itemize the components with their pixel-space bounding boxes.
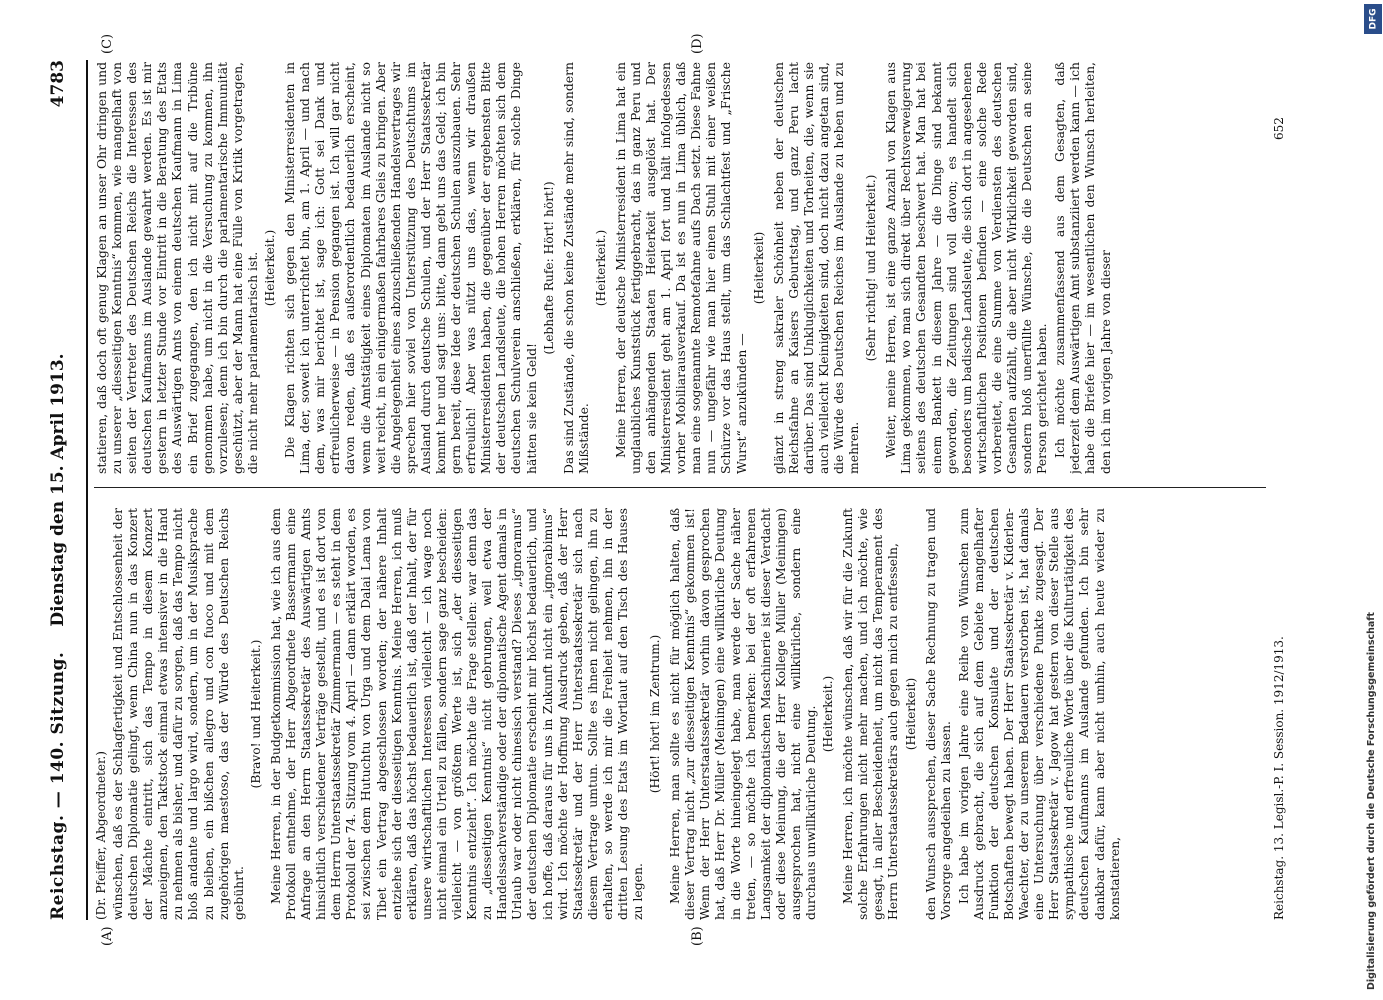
interjection: (Lebhafte Rufe: Hört! hört!) xyxy=(541,181,556,355)
speech-paragraph: Ich habe im vorigen Jahre eine Reihe von Wünschen zum Ausdruck gebracht, die sich auf dem Gebiete mangelhafter Funktion der deutschen Konsulate und der deutschen Botschaften bewegt haben. Der Herr Staatssekretär v. Kiderlen-Waechter, der zu unserem Bedauern verstorben ist, hat damals eine Untersuchung über verschiedene Punkte zugesagt. Der Herr Staatssekretär v. Jagow hat gestern von dieser Stelle aus sympathische und erfreuliche Worte über die Kulturtätigkeit des deutschen Kaufmanns im Auslande gefunden. Ich bin sehr dankbar dafür, kann aber nicht umhin, auch heute wieder zu konstatieren, xyxy=(955,508,1122,920)
speech-paragraph: Meine Herren, man sollte es nicht für möglich halten, daß dieser Vertrag nicht „zur diesseitigen Kenntnis“ gekommen ist! Wenn der Herr Unterstaatssekretär vorhin davon gesprochen hat, daß Herr Dr. Müller (Meiningen) eine willkürliche Deutung in die Worte hineingelegt habe, man werde der Sache näher treten, — so möchte ich bemerken: bei der oft erfahrenen Langsamkeit der diplomatischen Maschinerie ist dieser Verdacht oder diese Meinung, die der Herr Kollege Müller (Meiningen) ausgesprochen hat, nicht eine willkürliche, sondern eine durchaus unwillkürliche Deutung. xyxy=(667,508,819,920)
footer-sheet-number: 652 xyxy=(1272,117,1286,140)
speech-paragraph: Ich möchte zusammenfassend aus dem Gesagten, daß jederzeit dem Auswärtigen Amt substanziiert werden kann — ich habe die Briefe hier — im wesentlichen den Wunsch herleiten, den ich im vorigen Jahre von dieser xyxy=(1052,62,1113,474)
dfg-logo xyxy=(1364,4,1382,34)
speech-paragraph: Weiter, meine Herren, ist eine ganze Anzahl von Klagen aus Lima gekommen, wo man sich direkt über Rechtsverweigerung seitens des deutschen Gesandten beschwert hat. Man hat bei einem Bankett in diesem Jahre — die Dinge sind bekannt geworden, die Zeitungen sind voll davon; es handelt sich besonders um badische Landsleute, die sich dort in angesehenen wirtschaftlichen Positionen befinden — eine solche Rede vorbereitet, die eine Summe von Verdiensten des deutschen Gesandten aufzählt, die aber nicht Wirklichkeit geworden sind, sondern bloß unerfüllte Wünsche, die die Deutschen an seine Person gerichtet haben. xyxy=(883,62,1050,474)
left-column xyxy=(94,508,1266,920)
header-page-number: 4783 xyxy=(48,60,68,108)
speech-paragraph: glänzt in streng sakraler Schönheit neben der deutschen Reichsfahne an Kaisers Geburtstag, und ganz Peru lacht darüber. Das sind Unkluglichkeiten und Torheiten, die, wenn sie auch vielleicht Kleinigkeiten sind, doch nicht dazu angetan sind, die Würde des Deutschen Reiches im Auslande zu heben und zu mehren. xyxy=(770,62,862,474)
speech-paragraph: den Wunsch aussprechen, dieser Sache Rechnung zu tragen und Vorsorge angedeihen zu lassen. xyxy=(922,508,953,920)
speech-paragraph: Das sind Zustände, die schon keine Zustände mehr sind, sondern Mißstände. xyxy=(560,62,591,474)
speech-paragraph: Meine Herren, ich möchte wünschen, daß wir für die Zukunft solche Erfahrungen nicht mehr machen, und ich möchte, wie gesagt, in aller Bescheidenheit, um nicht das Temperament des Herrn Unterstaatssekretärs auch gegen mich zu entfesseln, xyxy=(840,508,901,920)
interjection: (Heiterkeit) xyxy=(751,231,766,305)
digitization-credit: Digitalisierung gefördert durch die Deutsche Forschungsgemeinschaft xyxy=(1366,612,1377,990)
interjection: (Heiterkeit) xyxy=(903,677,918,751)
speech-paragraph: Meine Herren, in der Budgetkommission hat, wie ich aus dem Protokoll entnehme, der Herr Abgeordnete Bassermann eine Anfrage an den Herrn Staatssekretär des Auswärtigen Amts hinsichtlich verschiedener Verträge gestellt, und es ist dort von dem Herrn Unterstaatssekretär Zimmermann — es steht in dem Protokoll der 74. Sitzung vom 4. April — dann erklärt worden, es sei zwischen dem Hutuchtu von Urga und dem Dalai Lama von Tibet ein Vertrag abgeschlossen worden; der nähere Inhalt entziehe sich der diesseitigen Kenntnis. Meine Herren, ich muß erklären, daß das höchst bedauerlich ist, daß der Inhalt, der für unsere wirtschaftlichen Interessen vielleicht — ich wage noch nicht einmal ein Urteil zu fällen, sondern sage ganz bescheiden: vielleicht — von größtem Werte ist, sich „der diesseitigen Kenntnis entzieht“. Ich möchte die Frage stellen: war denn das zu „diesseitigen Kenntnis“ nicht gebrungen, weil etwa der Handelssachverständige oder der diplomatische Agent damals in Urlaub war oder nicht chinesisch verstand? Dieses „ignoramus“ der deutschen Diplomatie erscheint mir höchst bedauerlich, und ich hoffe, daß daraus für uns in Zukunft nicht ein „ignorabimus“ wird. Ich möchte der Hoffnung Ausdruck geben, daß der Herr Staatssekretär und der Herr Unterstaatssekretär sich nach diesem Vertrage umtun. Sollte es ihnen nicht gelingen, ihn zu erhalten, so werde ich mir die Freiheit nehmen, ihn in der dritten Lesung des Etats im Wortlaut auf den Tisch des Hauses zu legen. xyxy=(267,508,646,920)
interjection: (Heiterkeit.) xyxy=(593,229,608,307)
interjection: (Hört! hört! im Zentrum.) xyxy=(648,634,663,794)
interjection: (Heiterkeit.) xyxy=(821,675,836,753)
speech-paragraph: Die Klagen richten sich gegen den Ministerresidenten in Lima, der, soweit ich unterrichtet bin, am 1. April — und nach dem, was mir berichtet ist, sage ich: Gott sei Dank und erfreulicherweise — in Pension gegangen ist. Ich will gar nicht davon reden, daß es außerordentlich bedauerlich erscheint, wenn die Amtstätigkeit eines Diplomaten im Auslande nicht so weit reicht, in ein einigermaßen fahrbares Gleis zu bringen. Aber die Angelegenheit eines abzuschließenden Handelsvertrages wir sprechen hier soviel von Unterstützung des Deutschtums im Ausland durch deutsche Schulen, und der Herr Staatssekretär kommt her und sagt uns: bitte, dann gebt uns das Geld; ich bin gern bereit, diese Idee der deutschen Schulen auszubauen. Sehr erfreulich! Aber was nützt uns das, wenn wir draußen Ministerresidenten haben, die gegenüber der ergebensten Bitte der deutschen Landsleute, die hohen Herren möchten sich dem deutschen Schulverein anschließen, erklären, für solche Dinge hätten sie kein Geld! xyxy=(282,62,539,474)
margin-mark-a: (A) xyxy=(100,926,115,946)
interjection: (Heiterkeit.) xyxy=(263,229,278,307)
dfg-logo-text: DFG xyxy=(1368,8,1379,30)
header-date: Dienstag den 15. April 1913. xyxy=(48,353,68,627)
interjection: (Sehr richtig! und Heiterkeit.) xyxy=(864,174,879,362)
column-divider xyxy=(94,487,1266,488)
footer-legislature: Reichstag. 13. Legisl.-P. I. Session. 1912/1913. xyxy=(1272,636,1286,920)
right-column xyxy=(94,62,1266,474)
speaker-attribution: (Dr. Pfeiffer, Abgeordneter.) xyxy=(94,751,108,920)
header-rule xyxy=(86,60,88,920)
margin-mark-d: (D) xyxy=(690,33,705,54)
speech-paragraph: statieren, daß doch oft genug Klagen an unser Ohr dringen und zu unserer „diesseitigen Kenntnis“ kommen, wie mangelhaft von seiten der Vertreter des Deutschen Reichs die Interessen des deutschen Kaufmanns im Auslande gewahrt werden. Es ist mir gestern in letzter Stunde vor Eintritt in die Beratung des Etats des Auswärtigen Amts von einem deutschen Kaufmann in Lima ein Brief zugegangen, den ich nicht mit auf die Tribüne genommen habe, um nicht in die Versuchung zu kommen, ihn vorzulesen; denn ich bin durch die parlamentarische Immunität geschützt, aber der Mann hat eine Fülle von Kritik vorgetragen, die nicht mehr parlamentarisch ist. xyxy=(94,62,260,474)
speech-paragraph: Meine Herren, der deutsche Ministerresident in Lima hat ein unglaubliches Kunststück fertiggebracht, das in ganz Peru und den anhängenden Staaten Heiterkeit ausgelöst hat. Der Ministerresident geht am 1. April fort und hält infolgedessen vorher Mobiliarausverkauf. Da ist es nun in Lima üblich, daß man eine sogenannte Remotefahne aufs Dach setzt. Diese Fahne nun — ungefähr wie man hier einen Stuhl mit einer weißen Schürze vor das Haus stellt, um das Schlachtfest und „Frische Wurst“ anzukünden — xyxy=(612,62,749,474)
margin-mark-b: (B) xyxy=(690,926,705,946)
margin-mark-c: (C) xyxy=(100,33,115,54)
speech-paragraph: wünschen, daß es der Schlagfertigkeit und Entschlossenheit der deutschen Diplomatie gelingt, wenn China nun in das Konzert der Mächte eintritt, sich das Tempo in diesem Konzert anzueignen, den Taktstock einmal etwas intensiver in die Hand zu nehmen als bisher, und dafür zu sorgen, daß das Tempo nicht bloß andante und largo wird, sondern, um in der Musiksprache zu bleiben, ein bißchen allegro und con fuoco und mit dem zugehörigen maestoso, das der Würde des Deutschen Reichs gebührt. xyxy=(110,508,246,920)
interjection: (Bravo! und Heiterkeit.) xyxy=(248,639,263,789)
running-header xyxy=(48,60,82,920)
header-session: Reichstag. — 140. Sitzung. xyxy=(48,651,68,920)
